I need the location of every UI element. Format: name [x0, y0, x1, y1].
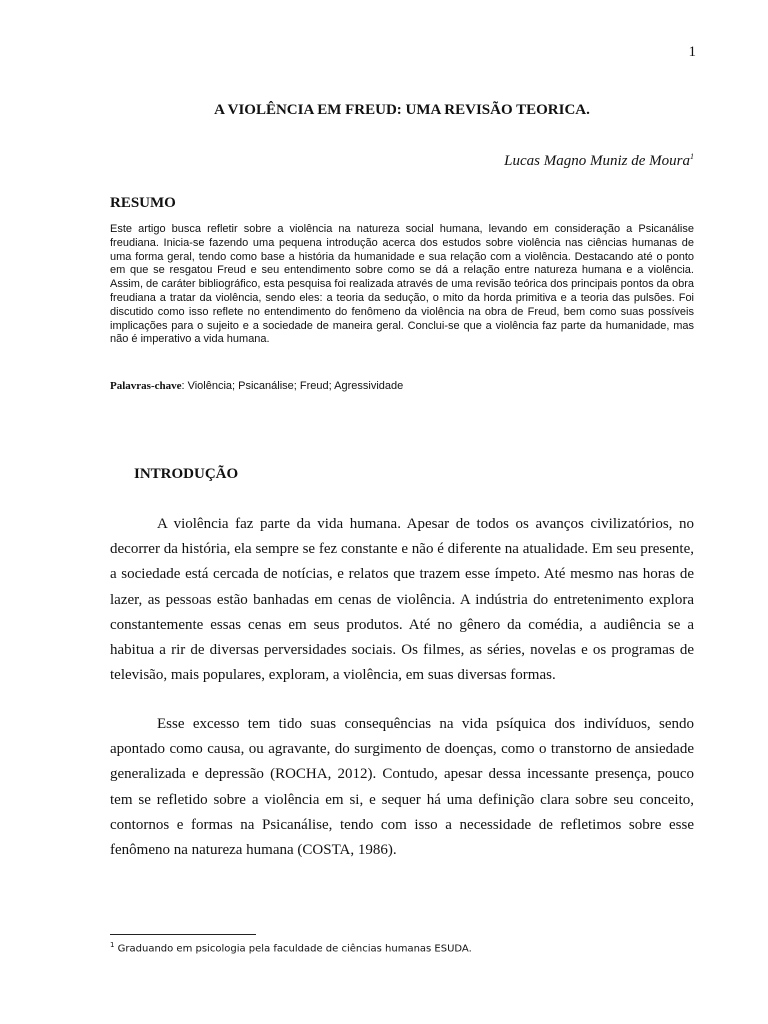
author-name: Lucas Magno Muniz de Moura [504, 153, 690, 169]
keywords [110, 380, 694, 392]
author-footnote-marker: 1 [690, 152, 694, 161]
author-line [504, 152, 694, 170]
footnote [110, 941, 472, 954]
footnote-separator [110, 934, 256, 935]
introduction-paragraph-1: A violência faz parte da vida humana. Apesar de todos os avanços civilizatórios, no decorrer da história, ela sempre se fez constante e não é diferente na atualidade. Em seu presente, a sociedade está cercada de notícias, e relatos que trazem esse ímpeto. Até mesmo nas horas de lazer, as pessoas estão banhadas em cenas de violência. A indústria do entretenimento explora constantemente essas cenas em seus produtos. Até no gênero da comédia, a audiência se a habitua a rir de diversas perversidades sociais. Os filmes, as séries, novelas e os programas de televisão, mais populares, exploram, a violência, em suas diversas formas. [110, 516, 694, 684]
introduction-heading: INTRODUÇÃO [134, 466, 239, 482]
abstract-text: Este artigo busca refletir sobre a violência na natureza social humana, levando em consideração a Psicanálise freudiana. Inicia-se fazendo uma pequena introdução acerca dos estudos sobre violência nas ciências humanas de uma forma geral, tendo como base a história da humanidade e sua relação com a violência. Destacando até o ponto em que se resgatou Freud e seu entendimento sobre como se dá a relação entre natureza humana e a violência. Assim, de caráter bibliográfico, esta pesquisa foi realizada através de uma revisão teórica dos principais pontos da obra freudiana a tratar da violência, sendo eles: a teoria da sedução, o mito da horda primitiva e a teoria das pulsões. Foi discutido como isso reflete no entendimento do fenômeno da violência na obra de Freud, bem como suas possíveis implicações para o sujeito e a sociedade de maneira geral. Conclui-se que a violência faz parte da humanidade, mas não é imperativo a vida humana. [110, 223, 694, 346]
introduction-paragraph-2: Esse excesso tem tido suas consequências na vida psíquica dos indivíduos, sendo apontado como causa, ou agravante, do surgimento de doenças, como o transtorno de ansiedade generalizada e depressão (ROCHA, 2012). Contudo, apesar dessa incessante presença, pouco tem se refletido sobre a violência em si, e sequer há uma definição clara sobre seu conceito, contornos e formas na Psicanálise, tendo com isso a necessidade de refletimos sobre esse fenômeno na natureza humana (COSTA, 1986). [110, 716, 694, 859]
footnote-marker: 1 [110, 941, 115, 949]
document-title: A VIOLÊNCIA EM FREUD: UMA REVISÃO TEORICA. [214, 102, 590, 118]
abstract-heading: RESUMO [110, 195, 176, 211]
keywords-values: : Violência; Psicanálise; Freud; Agressividade [181, 380, 404, 392]
footnote-text: Graduando em psicologia pela faculdade de ciências humanas ESUDA. [114, 943, 472, 955]
keywords-label: Palavras-chave [110, 380, 182, 392]
page-number: 1 [688, 44, 696, 60]
